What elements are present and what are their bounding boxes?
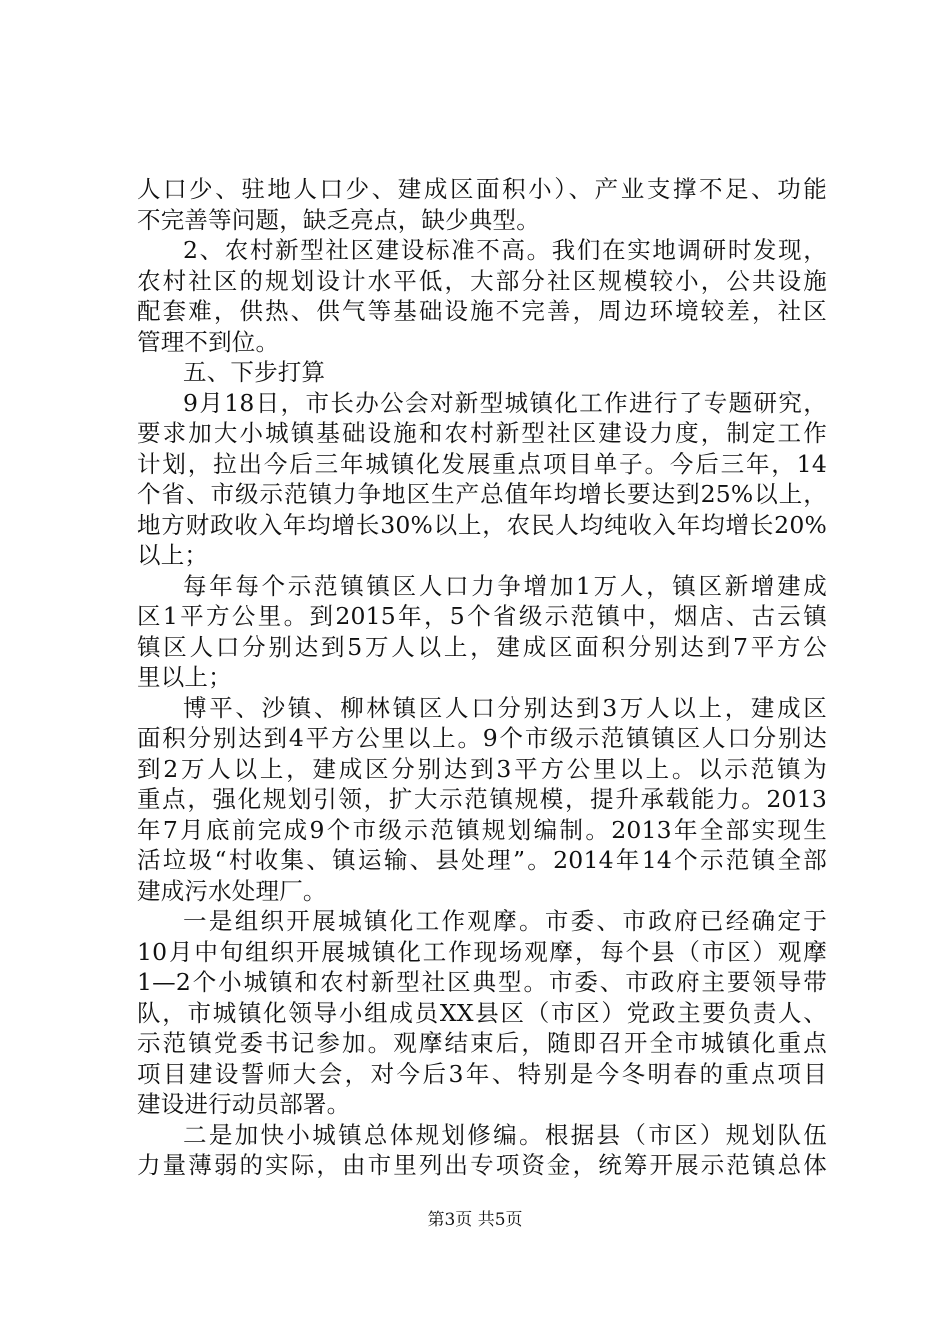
text-line: 建成污水处理厂。: [137, 876, 327, 905]
text-line: 重点，强化规划引领，扩大示范镇规模，提升承载能力。2013: [137, 785, 827, 813]
text-line: 二是加快小城镇总体规划修编。根据县（市区）规划队伍: [183, 1120, 827, 1149]
text-line: 区1平方公里。到2015年，5个省级示范镇中，烟店、古云镇: [137, 602, 827, 630]
text-line: 博平、沙镇、柳林镇区人口分别达到3万人以上，建成区: [183, 693, 827, 722]
text-line: 队，市城镇化领导小组成员XX县区（市区）党政主要负责人、: [137, 998, 827, 1027]
text-line: 计划，拉出今后三年城镇化发展重点项目单子。今后三年，14: [137, 449, 827, 478]
text-line: 每年每个示范镇镇区人口力争增加1万人，镇区新增建成: [183, 571, 827, 600]
text-line: 要求加大小城镇基础设施和农村新型社区建设力度，制定工作: [137, 419, 827, 447]
text-line: 管理不到位。: [137, 327, 280, 356]
text-line: 不完善等问题，缺乏亮点，缺少典型。: [137, 205, 540, 234]
text-line: 里以上；: [137, 663, 232, 691]
text-line: 力量薄弱的实际，由市里列出专项资金，统筹开展示范镇总体: [137, 1151, 827, 1179]
text-line: 地方财政收入年均增长30%以上，农民人均纯收入年均增长20%: [137, 510, 827, 539]
text-line: 农村社区的规划设计水平低，大部分社区规模较小，公共设施: [137, 266, 827, 295]
text-line: 活垃圾“村收集、镇运输、县处理”。2014年14个示范镇全部: [137, 846, 827, 874]
text-line: 配套难，供热、供气等基础设施不完善，周边环境较差，社区: [137, 297, 827, 325]
text-line: 建设进行动员部署。: [137, 1090, 351, 1118]
text-line: 2、农村新型社区建设标准不高。我们在实地调研时发现，: [183, 236, 827, 264]
page-footer: 第3页 共5页: [427, 1210, 523, 1230]
text-line: 五、下步打算: [183, 358, 326, 386]
text-line: 年7月底前完成9个市级示范镇规划编制。2013年全部实现生: [137, 815, 827, 844]
text-line: 个省、市级示范镇力争地区生产总值年均增长要达到25%以上，: [137, 480, 827, 508]
text-line: 1—2个小城镇和农村新型社区典型。市委、市政府主要领导带: [137, 968, 827, 996]
text-line: 9月18日，市长办公会对新型城镇化工作进行了专题研究，: [183, 388, 827, 417]
text-line: 人口少、驻地人口少、建成区面积小）、产业支撑不足、功能: [137, 175, 827, 203]
text-line: 示范镇党委书记参加。观摩结束后，随即召开全市城镇化重点: [137, 1029, 827, 1057]
text-line: 项目建设誓师大会，对今后3年、特别是今冬明春的重点项目: [137, 1059, 827, 1088]
text-line: 到2万人以上，建成区分别达到3平方公里以上。以示范镇为: [137, 754, 827, 783]
text-line: 10月中旬组织开展城镇化工作现场观摩，每个县（市区）观摩: [137, 937, 827, 966]
document-body: [137, 174, 827, 1181]
text-line: 镇区人口分别达到5万人以上，建成区面积分别达到7平方公: [137, 632, 827, 661]
text-line: 面积分别达到4平方公里以上。9个市级示范镇镇区人口分别达: [137, 724, 827, 752]
text-line: 一是组织开展城镇化工作观摩。市委、市政府已经确定于: [183, 907, 827, 935]
text-line: 以上；: [137, 541, 209, 569]
